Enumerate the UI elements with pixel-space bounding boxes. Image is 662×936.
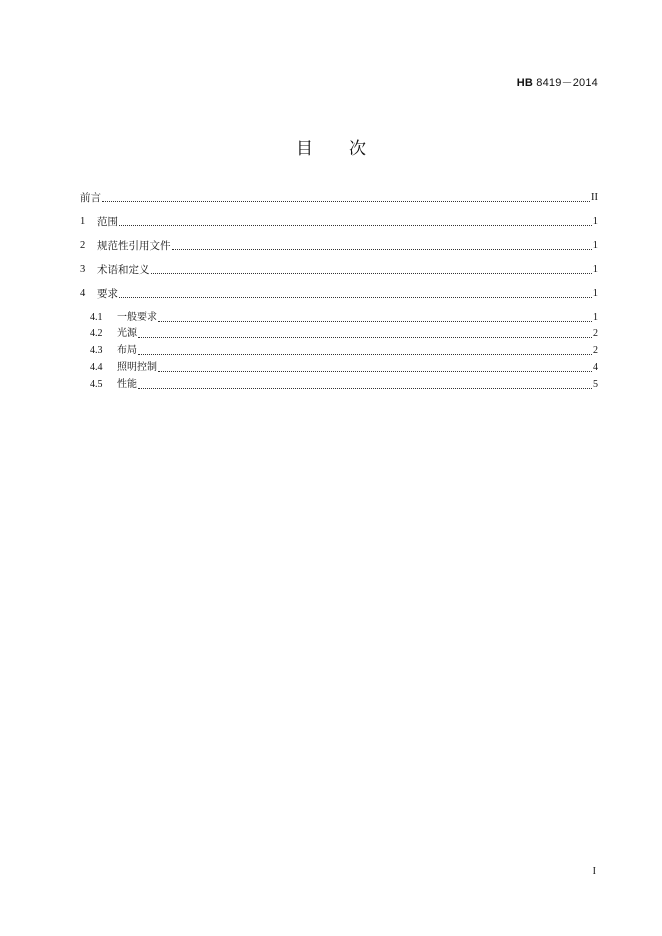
toc-page-number: 5 <box>593 379 598 390</box>
toc-page-number: 1 <box>592 216 598 227</box>
toc-entry-2[interactable] <box>80 237 598 253</box>
toc-entry-4-2[interactable] <box>90 325 598 341</box>
toc-leader <box>119 225 592 226</box>
toc-entry-title: 照明控制 <box>117 362 157 373</box>
toc-entry-title: 性能 <box>117 379 137 390</box>
toc-page-number: 1 <box>592 240 598 251</box>
toc-page-number: II <box>591 192 598 203</box>
toc-leader <box>138 337 592 338</box>
toc-entry-title: 一般要求 <box>117 312 157 323</box>
toc-entry-1[interactable] <box>80 213 598 229</box>
standard-prefix: HB <box>516 77 533 89</box>
toc-leader <box>158 321 592 322</box>
toc-entry-title: 前言 <box>80 192 101 204</box>
toc-entry-number: 4.5 <box>90 379 103 390</box>
toc-entry-number: 2 <box>80 240 86 251</box>
toc-leader <box>138 354 592 355</box>
toc-page-number: 2 <box>593 328 598 339</box>
toc-leader <box>138 388 592 389</box>
toc-entry-number: 4.4 <box>90 362 103 373</box>
toc-entry-title: 布局 <box>117 345 137 356</box>
toc-entry-foreword[interactable] <box>80 189 598 205</box>
toc-entry-number: 3 <box>80 264 86 275</box>
toc-entry-number: 4 <box>80 288 86 299</box>
toc-entry-title: 范围 <box>97 216 118 228</box>
toc-page-number: 4 <box>593 362 598 373</box>
toc-page-number: 2 <box>593 345 598 356</box>
toc-entry-number: 1 <box>80 216 86 227</box>
toc-entry-4-1[interactable] <box>90 309 598 325</box>
toc-page-number: 1 <box>593 312 598 323</box>
toc-page-number: 1 <box>592 288 598 299</box>
toc-leader <box>151 273 592 274</box>
toc-entry-title: 光源 <box>117 328 137 339</box>
standard-code <box>517 74 598 90</box>
toc-leader <box>102 201 590 202</box>
toc-entry-4-3[interactable] <box>90 342 598 358</box>
standard-number: 8419－2014 <box>536 77 598 89</box>
toc-leader <box>119 297 592 298</box>
toc-entry-number: 4.3 <box>90 345 103 356</box>
toc-entry-4-4[interactable] <box>90 359 598 375</box>
toc-entry-3[interactable] <box>80 261 598 277</box>
title-char-1: 目 <box>296 139 313 159</box>
toc-entry-number: 4.1 <box>90 312 103 323</box>
toc-entry-4-5[interactable] <box>90 376 598 392</box>
toc-entry-number: 4.2 <box>90 328 103 339</box>
toc-leader <box>172 249 592 250</box>
footer-page-number: I <box>592 866 596 877</box>
toc-entry-title: 要求 <box>97 288 118 300</box>
toc-leader <box>158 371 592 372</box>
toc-entry-title: 规范性引用文件 <box>97 240 171 252</box>
page-title <box>0 134 662 159</box>
toc-page-number: 1 <box>592 264 598 275</box>
toc-entry-title: 术语和定义 <box>97 264 150 276</box>
toc-entry-4[interactable] <box>80 285 598 301</box>
title-char-2: 次 <box>349 139 366 159</box>
